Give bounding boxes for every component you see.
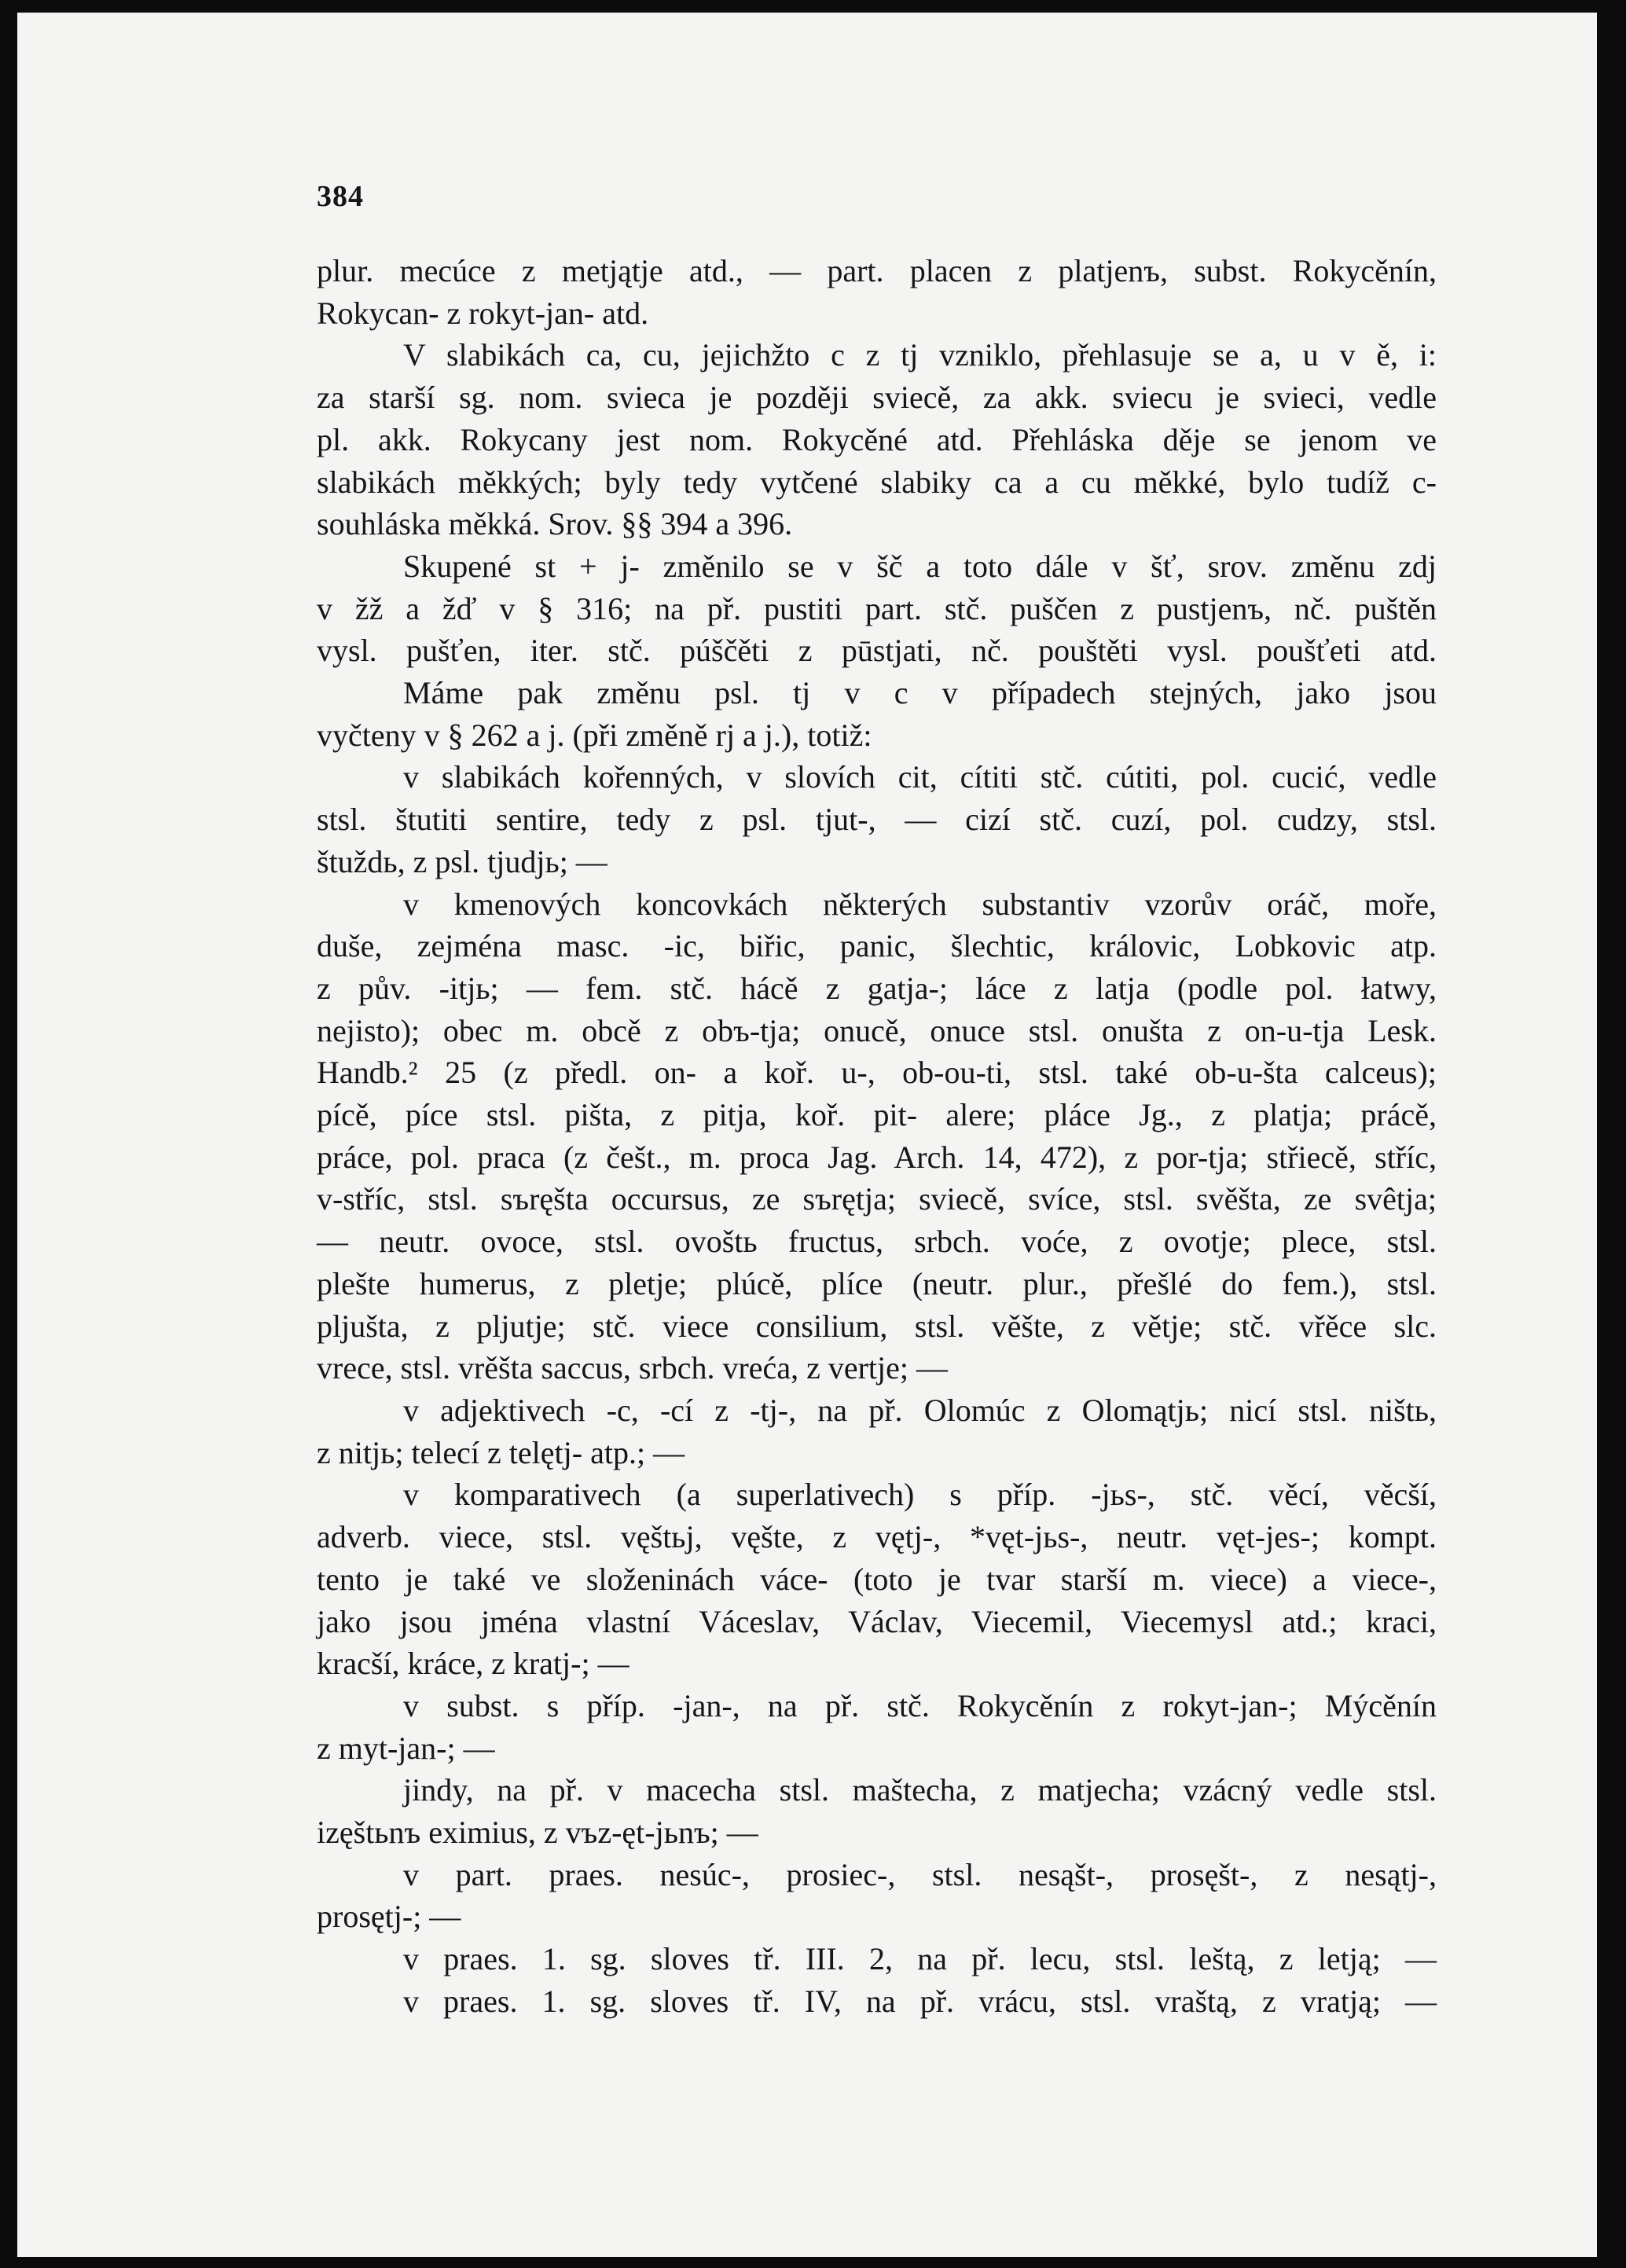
text-line: vysl. pušťen, iter. stč. púščěti z pūstjati, nč. pouštěti vysl. poušťeti atd. bbox=[317, 633, 1437, 669]
text-line: v praes. 1. sg. sloves tř. IV, na př. vrácu, stsl. vraštą, z vratją; — bbox=[403, 1983, 1437, 2019]
text-line: — neutr. ovoce, stsl. ovoštь fructus, srbch. voće, z ovotje; plece, stsl. bbox=[317, 1224, 1437, 1260]
scan-border-bottom bbox=[0, 2257, 1626, 2268]
text-line: plešte humerus, z pletje; plúcě, plíce (neutr. plur., přešlé do fem.), stsl. bbox=[317, 1265, 1437, 1301]
text-line: v kmenových koncovkách některých substantiv vzorův oráč, moře, bbox=[403, 886, 1437, 922]
text-line: stsl. štutiti sentire, tedy z psl. tjut-, — cizí stč. cuzí, pol. cudzy, stsl. bbox=[317, 802, 1437, 838]
text-line: slabikách měkkých; byly tedy vytčené slabiky ca a cu měkké, bylo tudíž c- bbox=[317, 464, 1437, 500]
text-line: v praes. 1. sg. sloves tř. III. 2, na př. lecu, stsl. leštą, z letją; — bbox=[403, 1941, 1437, 1977]
text-line: kracší, kráce, z kratj-; — bbox=[317, 1646, 629, 1682]
text-line: Skupené st + j- změnilo se v šč a toto dále v šť, srov. změnu zdj bbox=[403, 548, 1437, 584]
text-line: v subst. s příp. -jan-, na př. stč. Rokycěnín z rokyt-jan-; Mýcěnín bbox=[403, 1687, 1437, 1723]
page-number: 384 bbox=[317, 180, 364, 213]
text-line: jako jsou jména vlastní Váceslav, Václav, Viecemil, Viecemysl atd.; kraci, bbox=[317, 1603, 1437, 1639]
text-line: z myt-jan-; — bbox=[317, 1730, 495, 1766]
body-text bbox=[317, 250, 1437, 2023]
text-line: jindy, na př. v macecha stsl. maštecha, z matjecha; vzácný vedle stsl. bbox=[403, 1772, 1437, 1808]
text-line: z pův. -itjь; — fem. stč. hácě z gatja-; láce z latja (podle pol. łatwy, bbox=[317, 970, 1437, 1006]
text-line: pl. akk. Rokycany jest nom. Rokycěné atd. Přehláska děje se jenom ve bbox=[317, 421, 1437, 457]
scan-border-right bbox=[1597, 0, 1626, 2268]
text-line: Máme pak změnu psl. tj v c v případech stejných, jako jsou bbox=[403, 675, 1437, 711]
text-line: vyčteny v § 262 a j. (při změně rj a j.), totiž: bbox=[317, 717, 872, 753]
text-line: v žž a žď v § 316; na př. pustiti part. stč. puščen z pustjenъ, nč. puštěn bbox=[317, 590, 1437, 626]
text-line: tento je také ve složeninách váce- (toto je tvar starší m. viece) a viece-, bbox=[317, 1561, 1437, 1597]
text-line: z nitjь; telecí z telętj- atp.; — bbox=[317, 1434, 685, 1470]
text-line: plur. mecúce z metjątje atd., — part. placen z platjenъ, subst. Rokycěnín, bbox=[317, 253, 1437, 288]
text-line: nejisto); obec m. obcě z obъ-tja; onucě, onuce stsl. onušta z on-u-tja Lesk. bbox=[317, 1012, 1437, 1048]
text-line: pícě, píce stsl. pišta, z pitja, koř. pit- alere; pláce Jg., z platja; prácě, bbox=[317, 1097, 1437, 1133]
text-line: za starší sg. nom. sviеca je později sviecě, za akk. sviecu je svieci, vedle bbox=[317, 380, 1437, 416]
text-line: izęštьnъ eximius, z vъz-ęt-jьnъ; — bbox=[317, 1815, 758, 1851]
scan-border-top bbox=[0, 0, 1626, 13]
text-line: V slabikách ca, cu, jejichžto c z tj vzniklo, přehlasuje se a, u v ě, i: bbox=[403, 337, 1437, 373]
text-line: v slabikách kořenných, v slovích cit, cítiti stč. cútiti, pol. cucić, vedle bbox=[403, 759, 1437, 795]
text-line: v-stříc, stsl. sъręšta occursus, ze sъrętja; sviecě, svíce, stsl. svěšta, ze svêtja; bbox=[317, 1181, 1437, 1217]
text-line: vrece, stsl. vrěšta saccus, srbch. vreća, z vertje; — bbox=[317, 1350, 948, 1386]
text-line: pljušta, z pljutje; stč. viece consilium, stsl. věšte, z větje; stč. vřěce slc. bbox=[317, 1308, 1437, 1344]
text-line: Rokycan- z rokyt-jan- atd. bbox=[317, 295, 649, 331]
text-line: duše, zejména masc. -ic, biřic, panic, šlechtic, královic, Lobkovic atp. bbox=[317, 928, 1437, 964]
text-line: adverb. viece, stsl. vęštьj, vęšte, z vętj-, *vęt-jьs-, neutr. vęt-jes-; kompt. bbox=[317, 1519, 1437, 1555]
text-line: prosętj-; — bbox=[317, 1899, 461, 1935]
text-line: práce, pol. praca (z češt., m. proca Jag. Arch. 14, 472), z por-tja; střiecě, stříc, bbox=[317, 1139, 1437, 1175]
text-line: štuždь, z psl. tjudjь; — bbox=[317, 843, 607, 879]
text-line: v komparativech (a superlativech) s příp. -jьs-, stč. věcí, věcší, bbox=[403, 1477, 1437, 1513]
text-line: v part. praes. nesúc-, prosiec-, stsl. nesąšt-, prosęšt-, z nesątj-, bbox=[403, 1856, 1437, 1892]
text-line: v adjektivech -c, -cí z -tj-, na př. Olomúc z Olomątjь; nicí stsl. ništь, bbox=[403, 1392, 1437, 1428]
text-line: souhláska měkká. Srov. §§ 394 a 396. bbox=[317, 506, 793, 542]
text-line: Handb.² 25 (z předl. on- a koř. u-, ob-ou-ti, stsl. také ob-u-šta calceus); bbox=[317, 1055, 1437, 1091]
scan-border-left bbox=[0, 0, 17, 2268]
